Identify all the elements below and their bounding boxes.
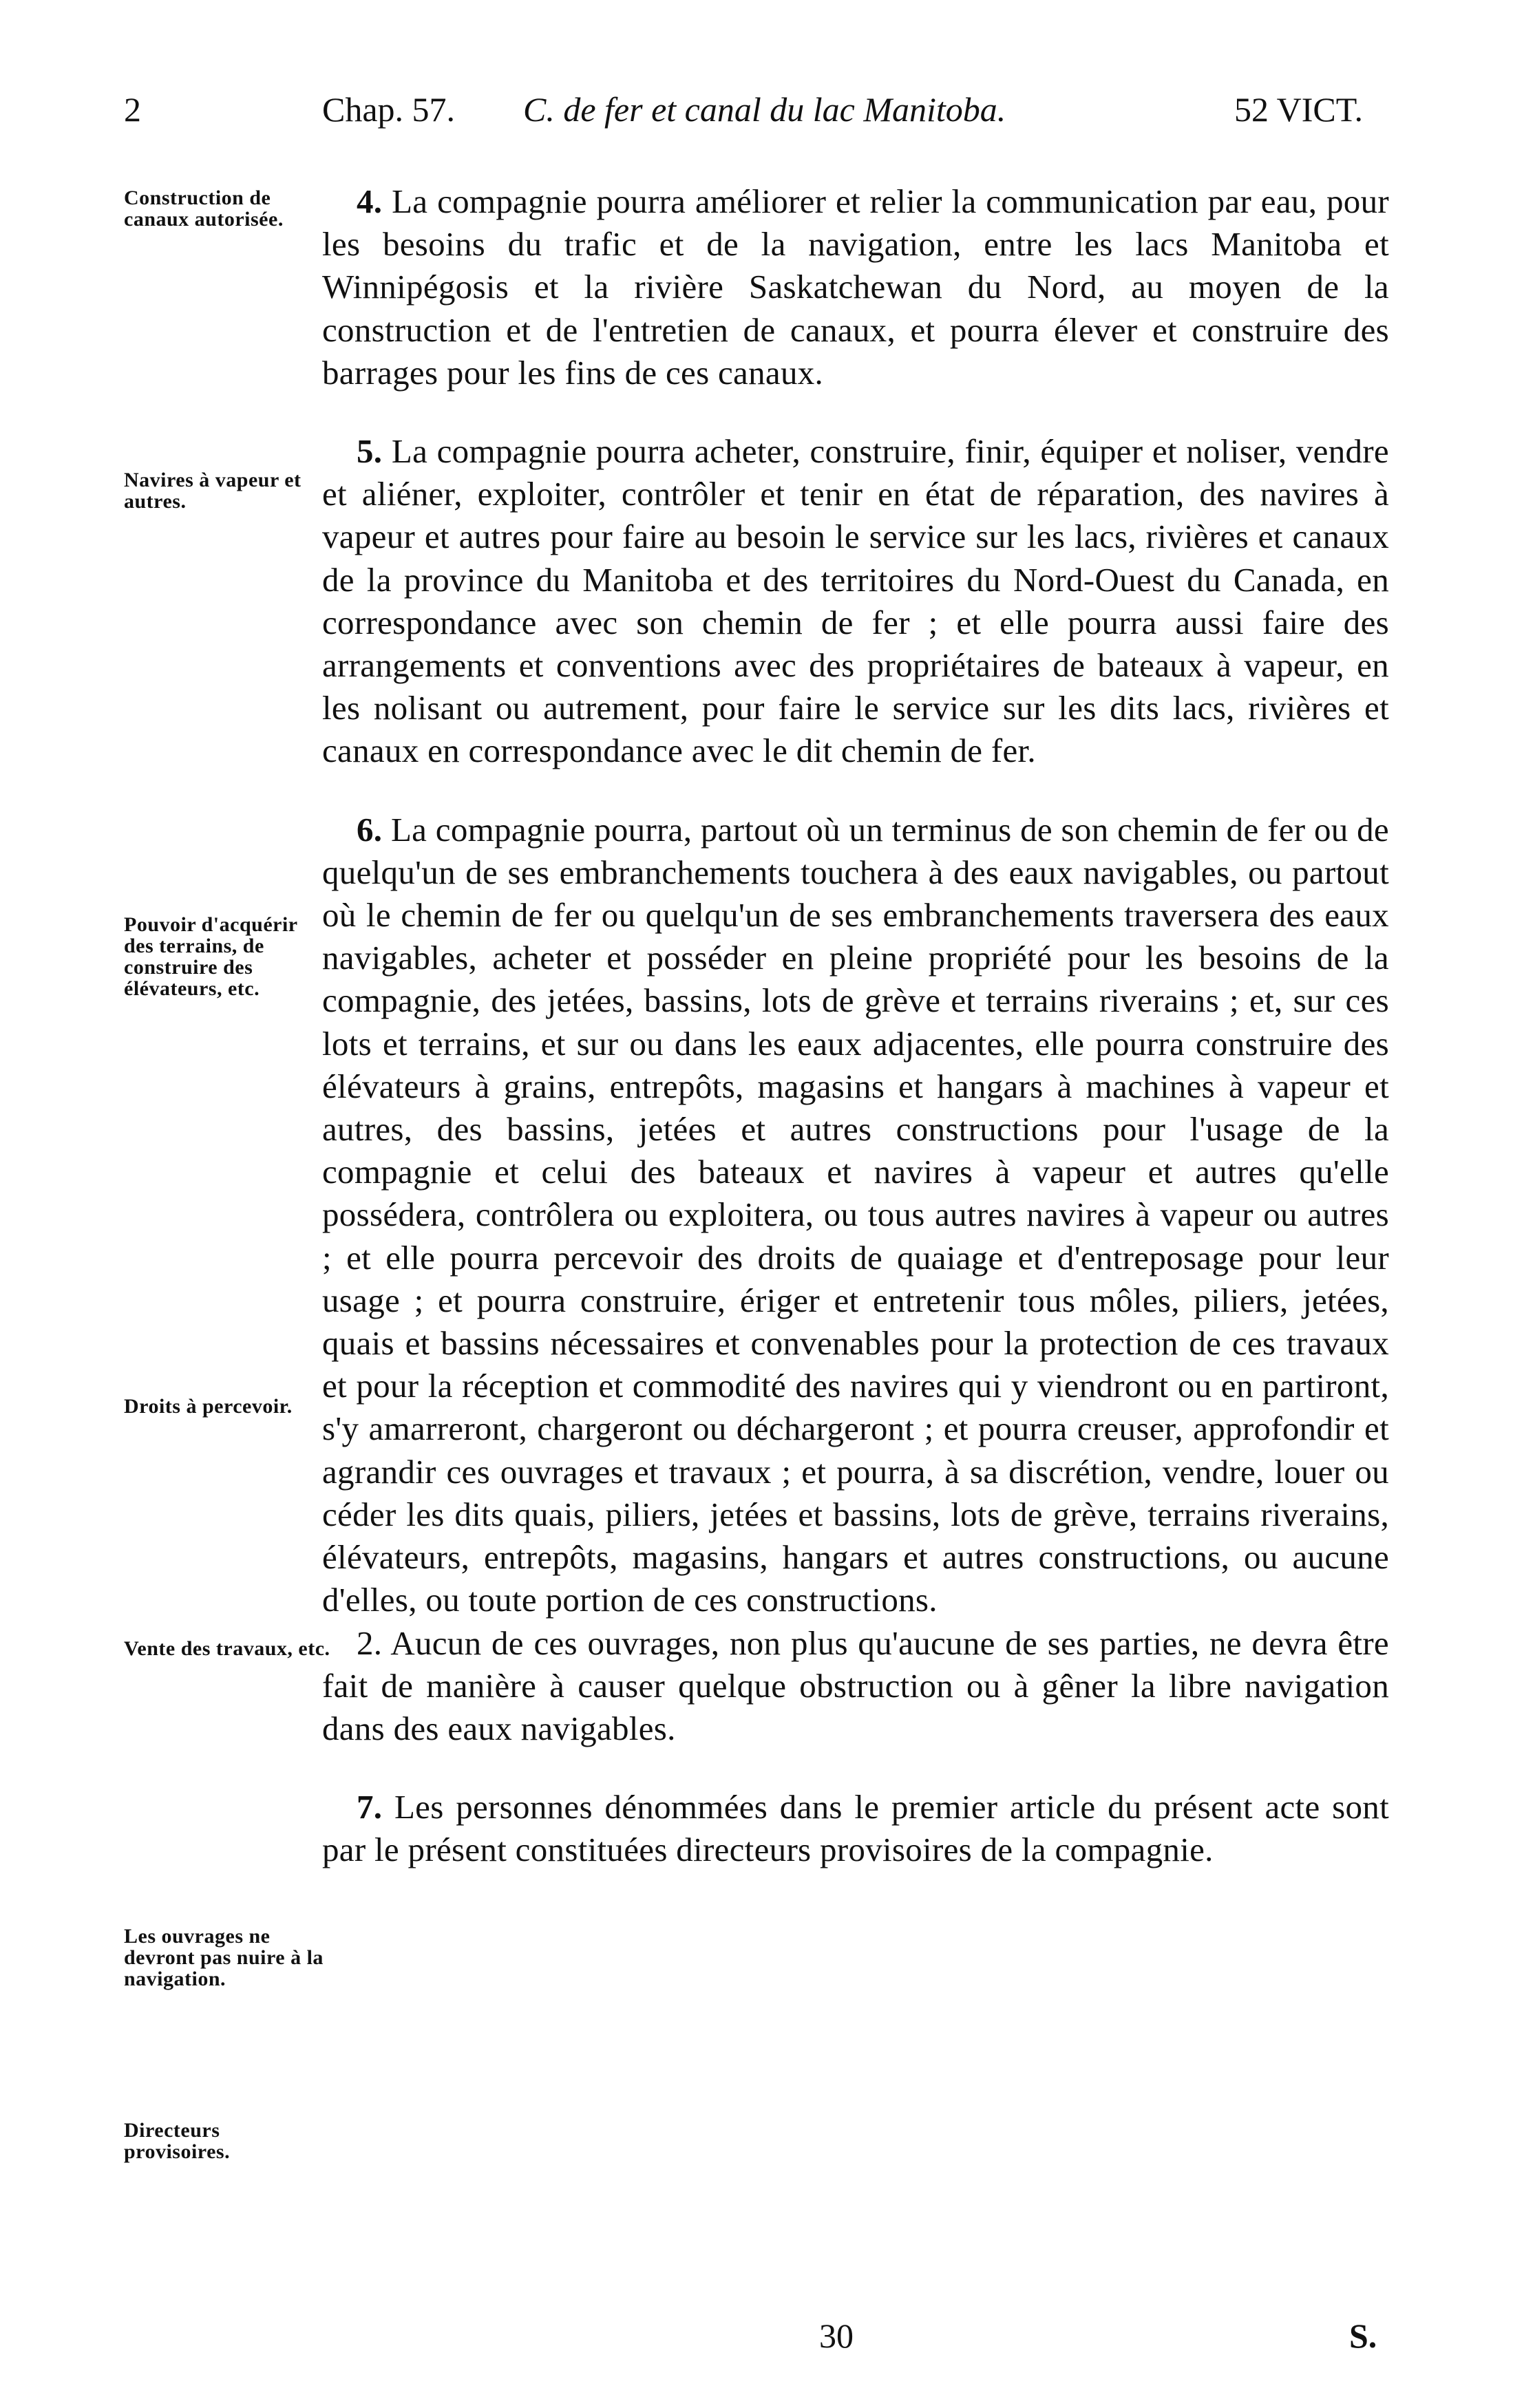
section-text: La compagnie pourra acheter, construire, finir, équiper et noliser, vendre et aliéner, exploiter, contrôler et tenir en état de réparation, des navires à vapeur et autres pour faire au besoin le service sur les lacs, rivières et canaux de la province du Manitoba et des territoires du Nord-Ouest du Canada, en correspondance avec son chemin de fer ; et elle pourra aussi faire des arrangements et conventions avec des propriétaires de bateaux à vapeur, en les nolisant ou autrement, pour faire le service sur les dits lacs, rivières et canaux en correspondance avec le dit chemin de fer.	[322, 432, 1389, 770]
section-text: Les personnes dénommées dans le premier article du présent acte sont par le présent constituées directeurs provisoires de la compagnie.	[322, 1788, 1389, 1869]
chapter-label: Chap. 57.	[322, 90, 456, 129]
margin-note-ouvrages-navigation: Les ouvrages ne devront pas nuire à la navigation.	[124, 1925, 324, 1990]
margin-note-construction-canaux: Construction de canaux autorisée.	[124, 187, 284, 231]
section-6-subsection-2	[322, 1622, 1389, 1751]
folio-number: 30	[819, 2316, 854, 2355]
section-number: 4.	[357, 182, 383, 220]
margin-note-droits-percevoir: Droits à percevoir.	[124, 1395, 293, 1418]
body-text	[322, 180, 1389, 1872]
margin-note-navires: Navires à vapeur et autres.	[124, 469, 301, 513]
section-text: Aucun de ces ouvrages, non plus qu'aucune de ses parties, ne devra être fait de manière à causer quelque obstruction ou à gêner la libre navigation dans des eaux navigables.	[322, 1623, 1389, 1747]
regnal-year: 52 VICT.	[1234, 90, 1364, 129]
page-footer	[0, 2316, 1513, 2371]
section-text: La compagnie pourra améliorer et relier la communication par eau, pour les besoins du trafic et de la navigation, entre les lacs Manitoba et Winnipégosis et la rivière Saskatchewan du Nord, au moyen de la construction et de l'entretien de canaux, et pourra élever et construire des barrages pour les fins de ces canaux.	[322, 182, 1389, 392]
running-title: C. de fer et canal du lac Manitoba.	[523, 90, 1006, 129]
page-number: 2	[124, 90, 141, 129]
section-4	[322, 180, 1389, 394]
section-7	[322, 1786, 1389, 1871]
section-number: 5.	[357, 432, 383, 471]
subsection-number: 2.	[357, 1623, 383, 1662]
section-number: 7.	[357, 1788, 383, 1826]
page-header	[0, 89, 1513, 145]
signature-mark: S.	[1349, 2316, 1377, 2355]
section-number: 6.	[357, 810, 383, 849]
section-5	[322, 430, 1389, 773]
section-6	[322, 809, 1389, 1622]
margin-note-pouvoir-acquerir: Pouvoir d'acquérir des terrains, de construire des élévateurs, etc.	[124, 913, 298, 1000]
section-text: La compagnie pourra, partout où un terminus de son chemin de fer ou de quelqu'un de ses embranchements touchera à des eaux navigables, ou partout où le chemin de fer ou quelqu'un de ses embranchements traversera des eaux navigables, acheter et posséder en pleine propriété pour les besoins de la compagnie, des jetées, bassins, lots de grève et terrains riverains ; et, sur ces lots et terrains, et sur ou dans les eaux adjacentes, elle pourra construire des élévateurs à grains, entrepôts, magasins et hangars à machines à vapeur et autres, des bassins, jetées et autres constructions pour l'usage de la compagnie et celui des bateaux et navires à vapeur et autres qu'elle possédera, contrôlera ou exploitera, ou tous autres navires à vapeur ou autres ; et elle pourra percevoir des droits de quaiage et d'entreposage pour leur usage ; et pourra construire, ériger et entretenir tous môles, piliers, jetées, quais et bassins nécessaires et convenables pour la protection de ces travaux et pour la réception et commodité des navires qui y viendront ou en partiront, s'y amarreront, chargeront ou déchargeront ; et pourra creuser, approfondir et agrandir ces ouvrages et travaux ; et pourra, à sa discrétion, vendre, louer ou céder les dits quais, piliers, jetées et bassins, lots de grève, terrains riverains, élévateurs, entrepôts, magasins, hangars et autres constructions, ou aucune d'elles, ou toute portion de ces constructions.	[322, 810, 1389, 1619]
margin-note-vente-travaux: Vente des travaux, etc.	[124, 1637, 330, 1660]
margin-note-directeurs-provisoires: Directeurs provisoires.	[124, 2119, 231, 2163]
